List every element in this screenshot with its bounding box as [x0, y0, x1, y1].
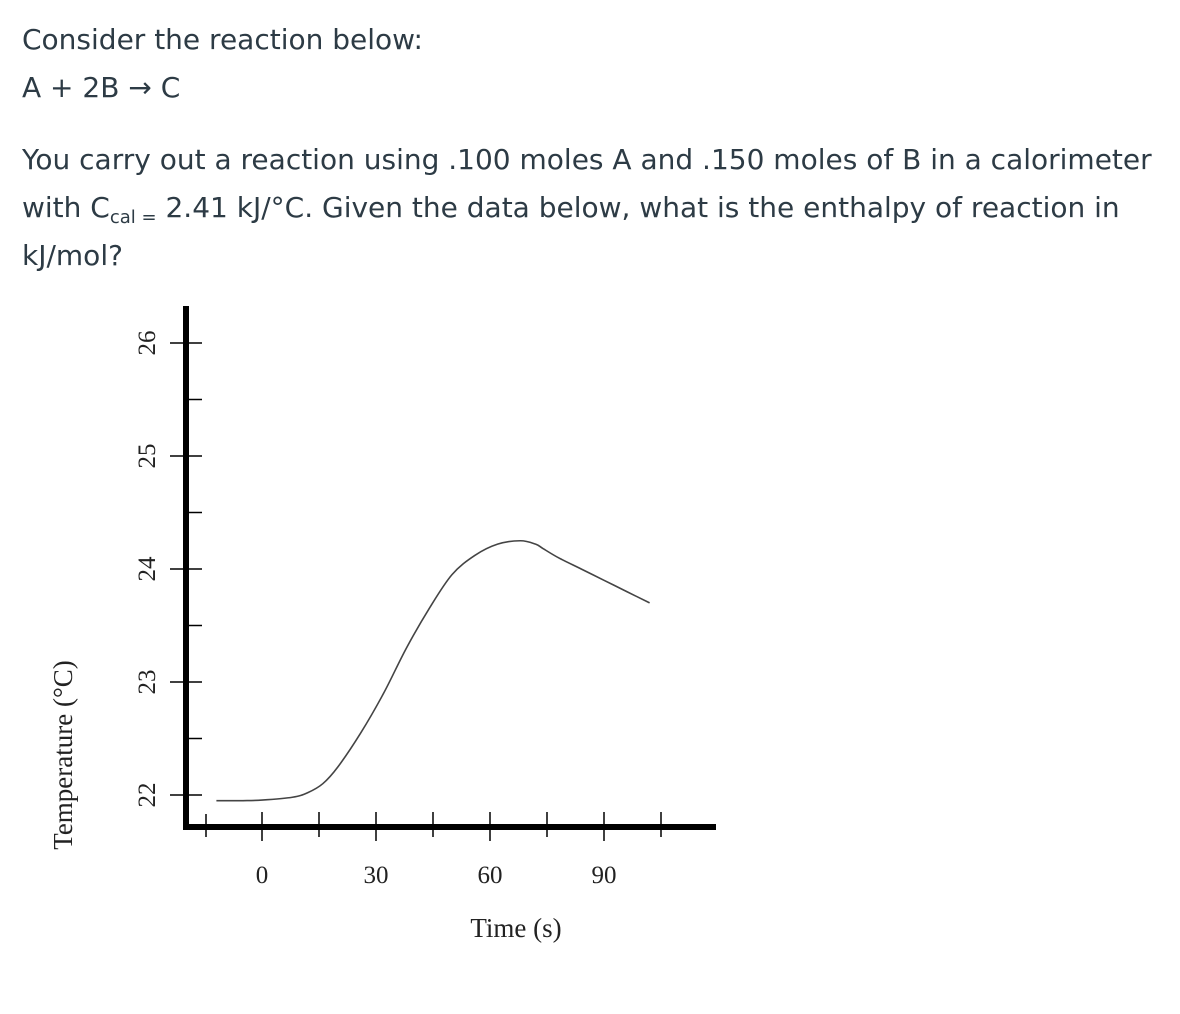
reaction-equation: A + 2B → C: [22, 71, 181, 104]
x-tick-label: 0: [255, 862, 269, 889]
x-tick-label: 90: [591, 862, 617, 889]
question-intro: Consider the reaction below:: [22, 23, 423, 56]
y-tick-label: 24: [134, 556, 161, 582]
y-tick-label: 23: [134, 669, 161, 695]
y-axis-label: Temperature (°C): [48, 660, 78, 850]
question-body-text: You carry out a reaction using .100 moles A and .150 moles of B in a calorimeter with C: [22, 143, 1152, 224]
question-body: [22, 136, 1162, 280]
x-tick-label: 60: [477, 862, 503, 889]
y-tick-label: 25: [134, 443, 161, 469]
temperature-series-line: [216, 541, 649, 801]
chart-axes: [183, 306, 716, 830]
x-tick-label: 30: [363, 862, 389, 889]
x-axis-label: Time (s): [470, 913, 562, 943]
temperature-time-chart: [0, 290, 760, 970]
y-tick-label: 22: [134, 782, 161, 808]
question-body-text-cont: 2.41 kJ/°C. Given the data below, what is the enthalpy of reaction in kJ/mol?: [22, 191, 1120, 272]
calorimeter-subscript: cal =: [109, 207, 157, 228]
y-tick-label: 26: [134, 330, 161, 356]
chart-ticks: [134, 331, 661, 890]
